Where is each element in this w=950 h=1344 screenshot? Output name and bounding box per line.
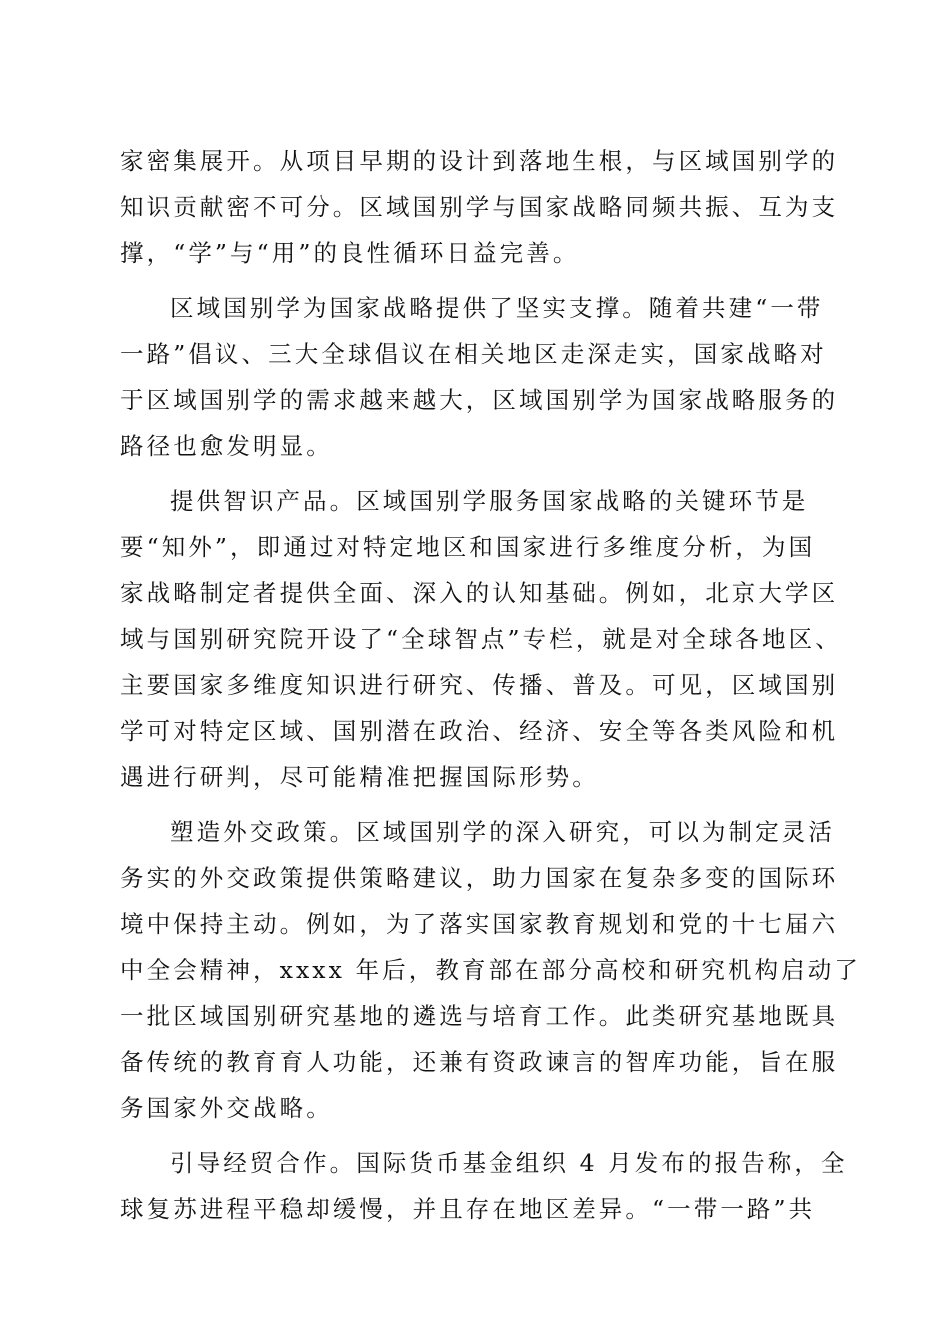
text-line: 域与国别研究院开设了“全球智点”专栏，就是对全球各地区、 [120, 625, 842, 653]
text-line: 球复苏进程平稳却缓慢，并且存在地区差异。“一带一路”共 [120, 1195, 816, 1223]
text-line: 学可对特定区域、国别潜在政治、经济、安全等各类风险和机 [120, 717, 839, 745]
text-line: 于区域国别学的需求越来越大，区域国别学为国家战略服务的 [120, 386, 839, 414]
text-line: 中全会精神，xxxx 年后，教育部在部分高校和研究机构启动了 [120, 956, 861, 984]
text-line: 路径也愈发明显。 [120, 432, 333, 460]
text-line: 一批区域国别研究基地的遴选与培育工作。此类研究基地既具 [120, 1002, 839, 1030]
text-line: 家密集展开。从项目早期的设计到落地生根，与区域国别学的 [120, 147, 839, 175]
text-line: 知识贡献密不可分。区域国别学与国家战略同频共振、互为支 [120, 193, 839, 221]
text-line: 务国家外交战略。 [120, 1094, 333, 1122]
text-line: 要“知外”，即通过对特定地区和国家进行多维度分析，为国 [120, 533, 816, 561]
text-line: 境中保持主动。例如，为了落实国家教育规划和党的十七届六 [120, 910, 839, 938]
text-line: 主要国家多维度知识进行研究、传播、普及。可见，区域国别 [120, 671, 839, 699]
text-line: 备传统的教育育人功能，还兼有资政谏言的智库功能，旨在服 [120, 1048, 839, 1076]
text-line: 一路”倡议、三大全球倡议在相关地区走深走实，国家战略对 [120, 340, 827, 368]
text-line: 遇进行研判，尽可能精准把握国际形势。 [120, 763, 599, 791]
text-line: 家战略制定者提供全面、深入的认知基础。例如，北京大学区 [120, 579, 839, 607]
paragraph-first-line: 塑造外交政策。区域国别学的深入研究，可以为制定灵活 [170, 818, 835, 846]
paragraph-first-line: 引导经贸合作。国际货币基金组织 4 月发布的报告称，全 [170, 1149, 848, 1177]
text-line: 撑，“学”与“用”的良性循环日益完善。 [120, 239, 580, 267]
text-line: 务实的外交政策提供策略建议，助力国家在复杂多变的国际环 [120, 864, 839, 892]
paragraph-first-line: 区域国别学为国家战略提供了坚实支撑。随着共建“一带 [170, 294, 824, 322]
paragraph-first-line: 提供智识产品。区域国别学服务国家战略的关键环节是 [170, 487, 809, 515]
